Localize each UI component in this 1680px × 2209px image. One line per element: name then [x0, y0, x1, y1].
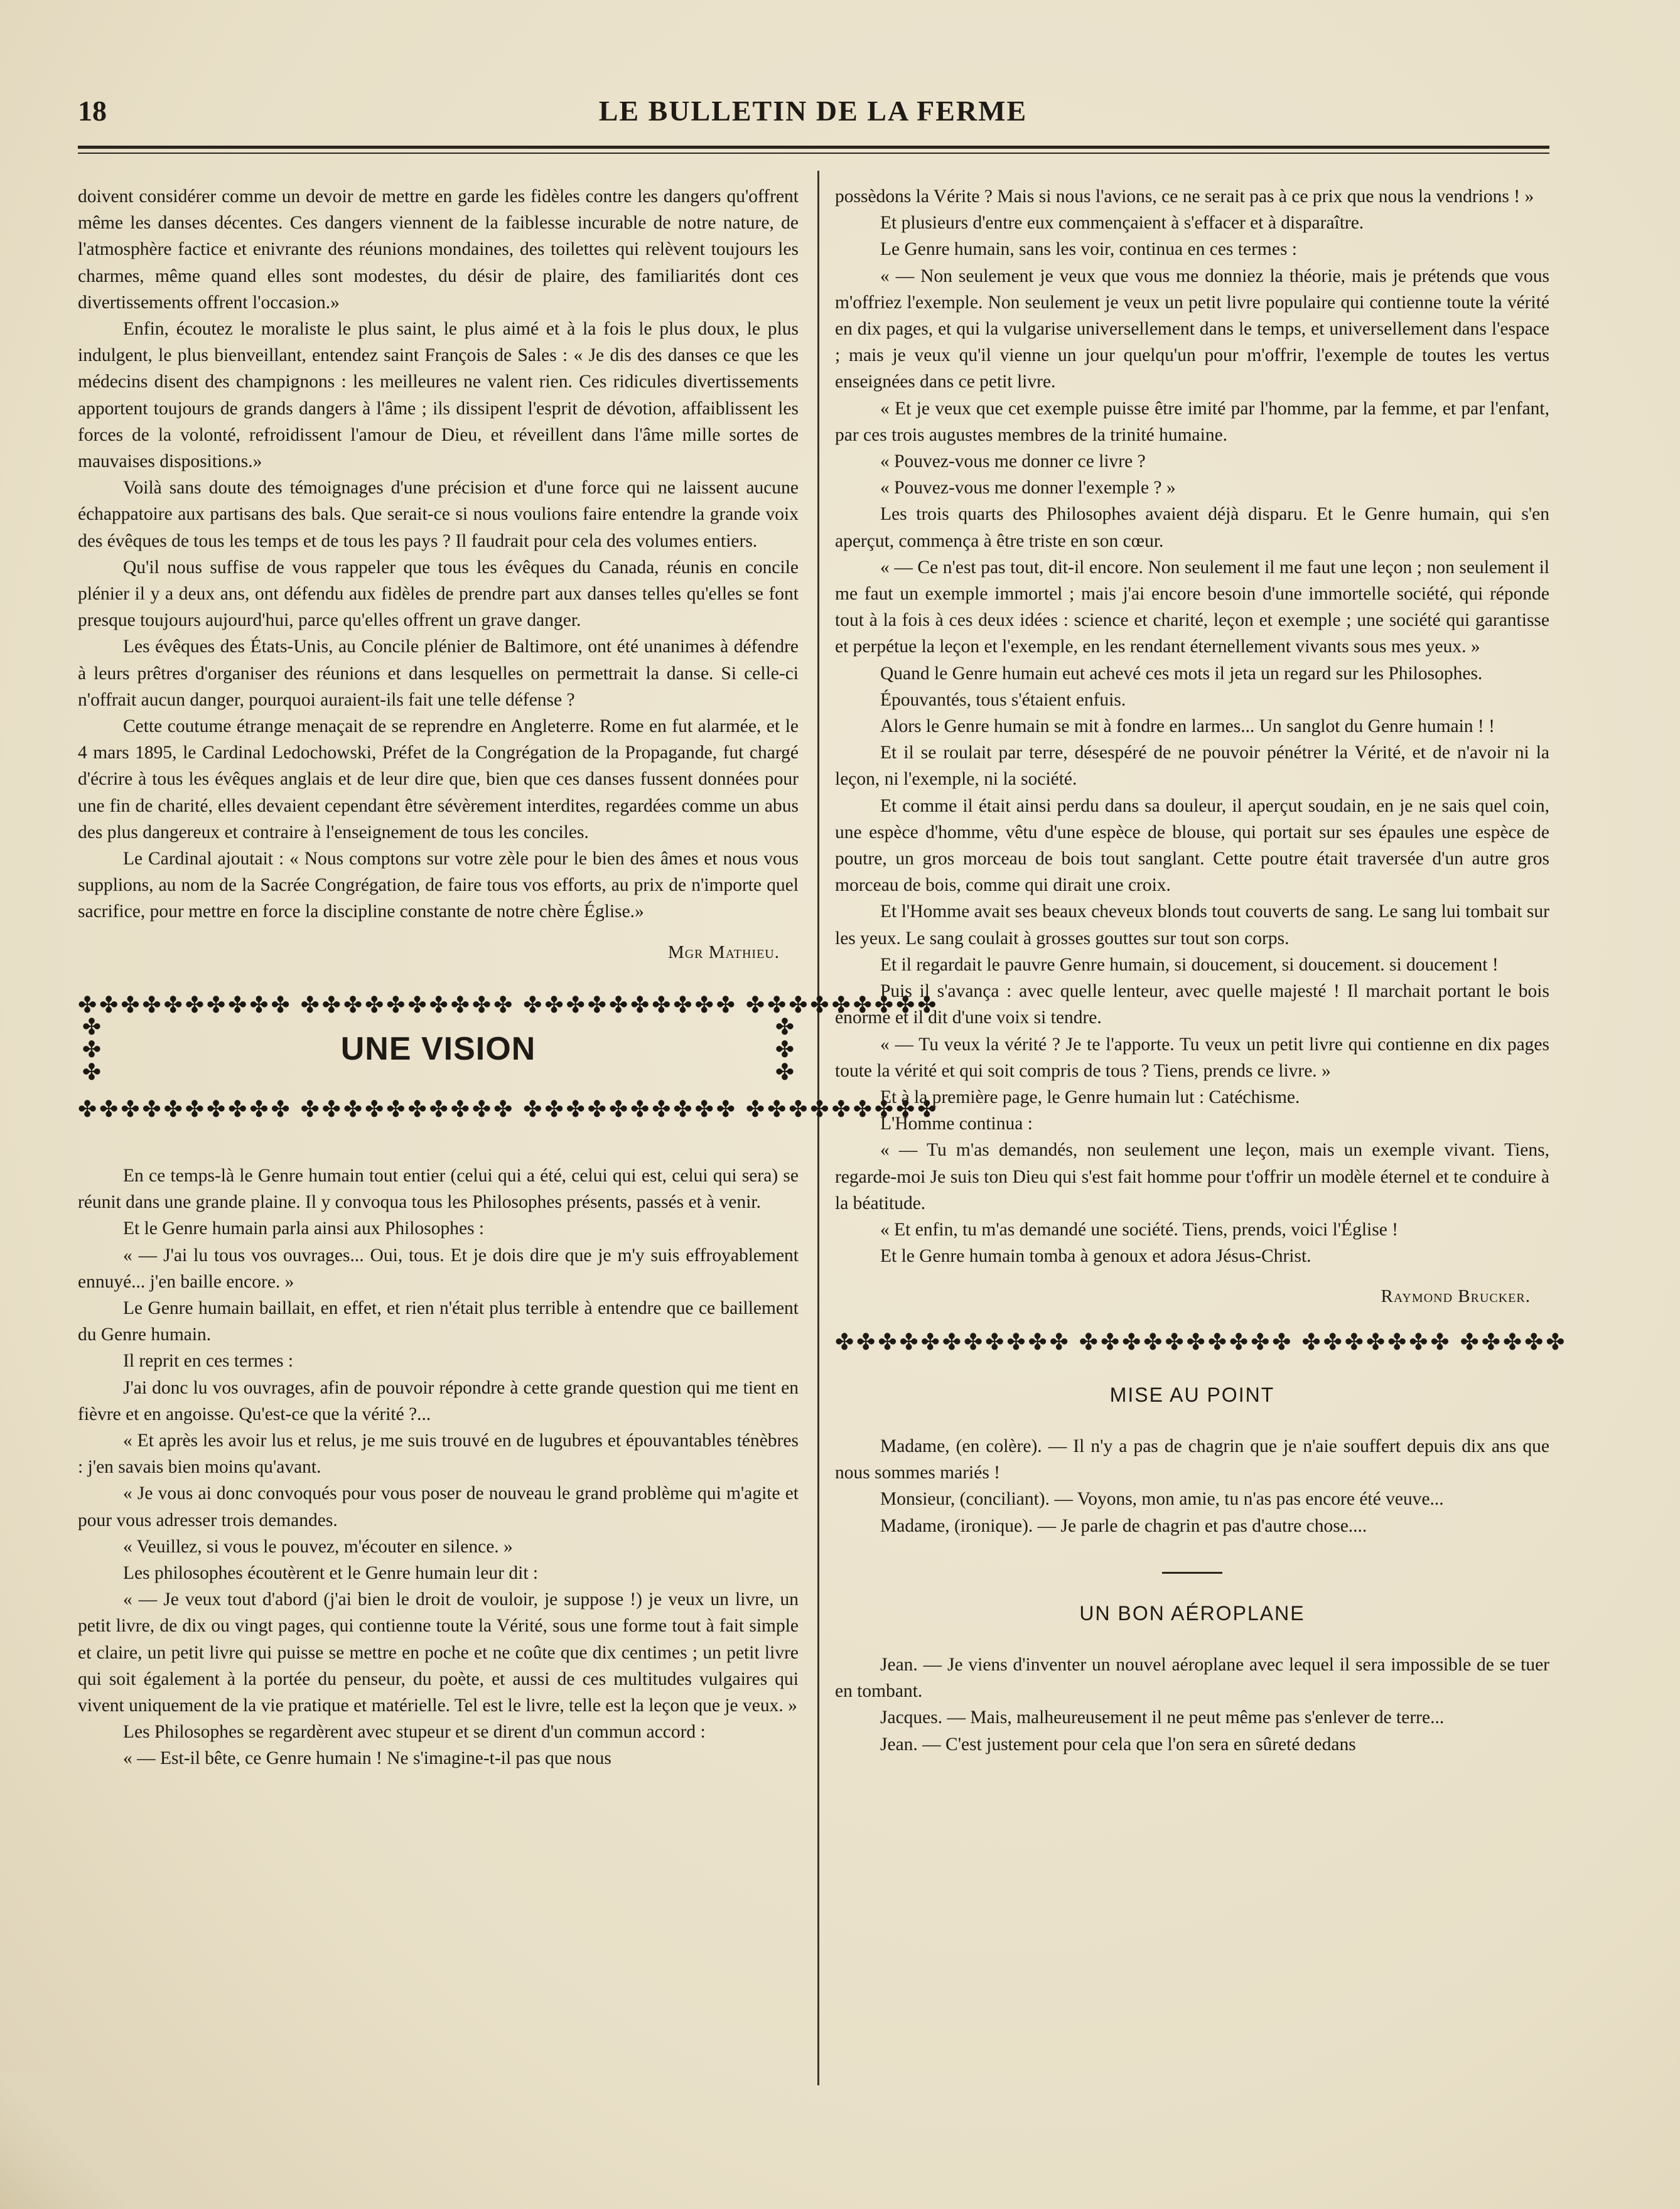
story-paragraph: « Pouvez-vous me donner ce livre ?: [880, 451, 1146, 472]
article-paragraph: Cette coutume étrange menaçait de se reprendre en Angleterre. Rome en fut alarmée, et le 4 mars 1895, le Cardinal Ledochowski, Préfet de la Congrégation de la Propagande, fut chargé d'écrire à tous les évêques anglais et de leur dire que, bien que ces danses fussent données pour une fin de charité, elles devaient cependant être sévèrement interdites, regardées comme un abus des plus dangereux et contraire à l'enseignement de tous les conciles.: [78, 716, 799, 842]
dialogue-paragraph: Madame, (ironique). — Je parle de chagrin et pas d'autre chose....: [880, 1515, 1367, 1536]
story-paragraph: possèdons la Vérite ? Mais si nous l'avions, ce ne serait pas à ce prix que nous la vendrions ! »: [835, 186, 1534, 207]
story-paragraph: Et le Genre humain parla ainsi aux Philosophes :: [123, 1218, 485, 1239]
story-paragraph: « Et je veux que cet exemple puisse être imité par l'homme, par la femme, et par l'enfant, par ces trois augustes membres de la trinité humaine.: [835, 398, 1549, 445]
page-number: 18: [78, 95, 107, 127]
story-paragraph: J'ai donc lu vos ouvrages, afin de pouvoir répondre à cette grande question qui me tient en fièvre et en angoisse. Qu'est-ce que la vérité ?...: [78, 1377, 799, 1424]
story-paragraph: Et l'Homme avait ses beaux cheveux blonds tout couverts de sang. Le sang lui tombait sur les yeux. Le sang coulait à grosses gouttes sur tout son corps.: [835, 901, 1549, 949]
header-rule-thick: [78, 146, 1549, 149]
paper-corner-wear: [0, 2071, 163, 2209]
section-divider-rule: [1162, 1572, 1222, 1574]
story-paragraph: Épouvantés, tous s'étaient enfuis.: [880, 689, 1126, 710]
article-paragraph: Qu'il nous suffise de vous rappeler que tous les évêques du Canada, réunis en concile plénier il y a deux ans, ont défendu aux fidèles de prendre part aux danses telles qu'elles se font presque toujours aujourd'hui, parce qu'elles offrent un grave danger.: [78, 557, 799, 631]
dialogue-paragraph: Jean. — C'est justement pour cela que l'on sera en sûreté dedans: [880, 1734, 1356, 1755]
journal-title: LE BULLETIN DE LA FERME: [598, 95, 1028, 127]
story-paragraph: Et à la première page, le Genre humain lut : Catéchisme.: [880, 1087, 1300, 1107]
story-paragraph: « Et enfin, tu m'as demandé une société. Tiens, prends, voici l'Église !: [880, 1219, 1399, 1240]
story-paragraph: « Je vous ai donc convoqués pour vous poser de nouveau le grand problème qui m'agite et pour vous adresser trois demandes.: [78, 1483, 799, 1530]
right-column: [835, 183, 1568, 1758]
story-paragraph: Et plusieurs d'entre eux commençaient à s'effacer et à disparaître.: [880, 213, 1364, 234]
heading-bon-aeroplane: UN BON AÉROPLANE: [1079, 1601, 1305, 1625]
story-paragraph: Et il regardait le pauvre Genre humain, si doucement, si doucement. si doucement !: [880, 954, 1499, 975]
story-paragraph: Le Genre humain baillait, en effet, et rien n'était plus terrible à entendre que ce baillement du Genre humain.: [78, 1298, 799, 1345]
story-paragraph: « Veuillez, si vous le pouvez, m'écouter en silence. »: [123, 1536, 513, 1557]
story-paragraph: « Et après les avoir lus et relus, je me suis trouvé en de lugubres et épouvantables ténèbres : j'en savais bien moins qu'avant.: [78, 1430, 799, 1478]
article-paragraph: doivent considérer comme un devoir de mettre en garde les fidèles contre les dangers qu'offrent même les danses décentes. Ces dangers viennent de la faiblesse incurable de notre nature, de l'atmosphère factice et enivrante des réunions mondaines, des toilettes qui relèvent toujours les charmes, même quand elles sont modestes, du désir de plaire, des familiarités dont ces divertissements offrent l'occasion.»: [78, 186, 799, 313]
story-paragraph: « — Non seulement je veux que vous me donniez la théorie, mais je prétends que vous m'offriez l'exemple. Non seulement je veux un petit livre populaire qui contienne toute la vérité en dix pages, et qui la vulgarise universellement dans le temps, et universellement dans l'espace ; mais je veux qu'il vienne un jour quelqu'un pour m'offrir, l'exemple de toutes les vertus enseignées dans ce petit livre.: [835, 266, 1549, 392]
story-paragraph: « — Est-il bête, ce Genre humain ! Ne s'imagine-t-il pas que nous: [123, 1748, 611, 1769]
dialogue-paragraph: Jean. — Je viens d'inventer un nouvel aéroplane avec lequel il sera impossible de se tuer en tombant.: [835, 1654, 1549, 1702]
section-title-frame: [78, 992, 939, 1122]
story-paragraph: Les trois quarts des Philosophes avaient déjà disparu. Et le Genre humain, qui s'en aperçut, commença à être triste en son cœur.: [835, 504, 1549, 551]
article-paragraph: Les évêques des États-Unis, au Concile plénier de Baltimore, ont été unanimes à défendre à leurs prêtres d'organiser des réunions et dans lesquelles on permettrait la danse. Si celle-ci n'offrait aucun danger, pourquoi auraient-ils fait une telle défense ?: [78, 637, 799, 710]
section-title: UNE VISION: [340, 1030, 536, 1067]
fleuron-border-right: ✤ ✤ ✤: [775, 1014, 795, 1085]
story-paragraph: L'Homme continua :: [880, 1114, 1033, 1134]
article-signature: Raymond Brucker.: [1381, 1286, 1531, 1307]
fleuron-border-left: ✤ ✤ ✤: [82, 1014, 102, 1085]
article-signature: Mgr Mathieu.: [667, 942, 780, 962]
dialogue-paragraph: Monsieur, (conciliant). — Voyons, mon amie, tu n'as pas encore été veuve...: [880, 1489, 1444, 1510]
story-paragraph: Et il se roulait par terre, désespéré de ne pouvoir pénétrer la Vérité, et de n'avoir ni la leçon, ni l'exemple, ni la société.: [835, 743, 1549, 790]
story-paragraph: Puis il s'avança : avec quelle lenteur, avec quelle majesté ! Il marchait portant le bois énorme et il dit d'une voix si tendre.: [835, 981, 1549, 1028]
story-paragraph: Alors le Genre humain se mit à fondre en larmes... Un sanglot du Genre humain ! !: [880, 716, 1495, 737]
fleuron-border-bottom: ✤✤✤✤✤✤✤✤✤✤ ✤✤✤✤✤✤✤✤✤✤ ✤✤✤✤✤✤✤✤✤✤ ✤✤✤✤✤✤✤✤✤: [78, 1096, 939, 1122]
fleuron-border-top: ✤✤✤✤✤✤✤✤✤✤ ✤✤✤✤✤✤✤✤✤✤ ✤✤✤✤✤✤✤✤✤✤ ✤✤✤✤✤✤✤✤✤: [78, 992, 939, 1018]
fleuron-divider: ✤✤✤✤✤✤✤✤✤✤✤ ✤✤✤✤✤✤✤✤✤✤ ✤✤✤✤✤✤✤ ✤✤✤✤✤: [835, 1329, 1568, 1355]
story-paragraph: Les Philosophes se regardèrent avec stupeur et se dirent d'un commun accord :: [123, 1722, 706, 1743]
dialogue-paragraph: Madame, (en colère). — Il n'y a pas de chagrin que je n'aie souffert depuis dix ans que nous sommes mariés !: [835, 1436, 1549, 1483]
story-paragraph: En ce temps-là le Genre humain tout entier (celui qui a été, celui qui est, celui qui sera) se réunit dans une grande plaine. Il y convoqua tous les Philosophes présents, passés et à venir.: [78, 1165, 799, 1213]
story-paragraph: Le Genre humain, sans les voir, continua en ces termes :: [880, 239, 1297, 260]
article-paragraph: Enfin, écoutez le moraliste le plus saint, le plus aimé et à la fois le plus doux, le plus indulgent, le plus bienveillant, entendez saint François de Sales : « Je dis des danses ce que les médecins disent des champignons : les meilleures ne valent rien. Ces ridicules divertissements apportent toujours de grands dangers à l'âme ; ils dissipent l'esprit de dévotion, affaiblissent les forces de la volonté, refroidissent l'amour de Dieu, et réveillent dans l'âme mille sortes de mauvaises dispositions.»: [78, 319, 799, 472]
article-paragraph: Voilà sans doute des témoignages d'une précision et d'une force qui ne laissent aucune échappatoire aux partisans des bals. Que serait-ce si nous voulions faire entendre la grande voix des évêques de tous les temps et de tous les pays ? Il faudrait pour cela des volumes entiers.: [78, 478, 799, 551]
heading-mise-au-point: MISE AU POINT: [1109, 1383, 1275, 1406]
story-paragraph: « Pouvez-vous me donner l'exemple ? »: [880, 478, 1176, 498]
column-divider: [817, 171, 819, 2085]
story-paragraph: « — Je veux tout d'abord (j'ai bien le droit de vouloir, je suppose !) je veux un livre, un petit livre, de dix ou vingt pages, qui contienne toute la Vérité, sous une forme tout à fait simple et claire, un petit livre qui puisse se mettre en poche et ne coûte que dix centimes ; un petit livre qui soit également à la portée du penseur, du poète, et aussi de ces multitudes vulgaires qui vivent uniquement de la vie pratique et matérielle. Tel est le livre, telle est la leçon que je veux. »: [78, 1589, 799, 1716]
article-paragraph: Le Cardinal ajoutait : « Nous comptons sur votre zèle pour le bien des âmes et nous vous supplions, au nom de la Sacrée Congrégation, de faire tous vos efforts, au prix de n'importe quel sacrifice, pour mettre en force la discipline constante de notre chère Église.»: [78, 849, 799, 922]
story-paragraph: Et comme il était ainsi perdu dans sa douleur, il aperçut soudain, en je ne sais quel coin, une espèce d'homme, vêtu d'une espèce de blouse, qui portait sur ses épaules une espèce de poutre, un gros morceau de bois tout sanglant. Cette poutre était traversée d'un autre gros morceau de bois, comme qui dirait une croix.: [835, 795, 1549, 896]
story-paragraph: Les philosophes écoutèrent et le Genre humain leur dit :: [123, 1562, 539, 1583]
story-paragraph: « — Tu veux la vérité ? Je te l'apporte. Tu veux un petit livre qui contienne en dix pages toute la vérité et qui soit compris de tous ? Tiens, prends ce livre. »: [835, 1034, 1549, 1081]
story-paragraph: « — Tu m'as demandés, non seulement une leçon, mais un exemple vivant. Tiens, regarde-moi Je suis ton Dieu qui s'est fait homme pour t'offrir un modèle éternel et te conduire à la béatitude.: [835, 1140, 1549, 1213]
story-paragraph: « — Ce n'est pas tout, dit-il encore. Non seulement il me faut une leçon ; non seulement il me faut un exemple immortel ; mais j'ai encore besoin d'une immortelle société, qui réponde tout à la fois à ces deux idées : science et charité, leçon et exemple ; une société qui garantisse et perpétue la leçon et l'exemple, en les rendant éternellement vivants sous mes yeux. »: [835, 557, 1549, 657]
left-column: [78, 183, 939, 1772]
story-paragraph: Quand le Genre humain eut achevé ces mots il jeta un regard sur les Philosophes.: [880, 663, 1483, 684]
story-paragraph: Et le Genre humain tomba à genoux et adora Jésus-Christ.: [880, 1246, 1311, 1267]
story-paragraph: « — J'ai lu tous vos ouvrages... Oui, tous. Et je dois dire que je m'y suis effroyablement ennuyé... j'en baille encore. »: [78, 1245, 799, 1292]
dialogue-paragraph: Jacques. — Mais, malheureusement il ne peut même pas s'enlever de terre...: [880, 1707, 1445, 1728]
story-paragraph: Il reprit en ces termes :: [123, 1351, 294, 1372]
header-rule-thin: [78, 153, 1549, 154]
running-head: [78, 94, 1548, 132]
